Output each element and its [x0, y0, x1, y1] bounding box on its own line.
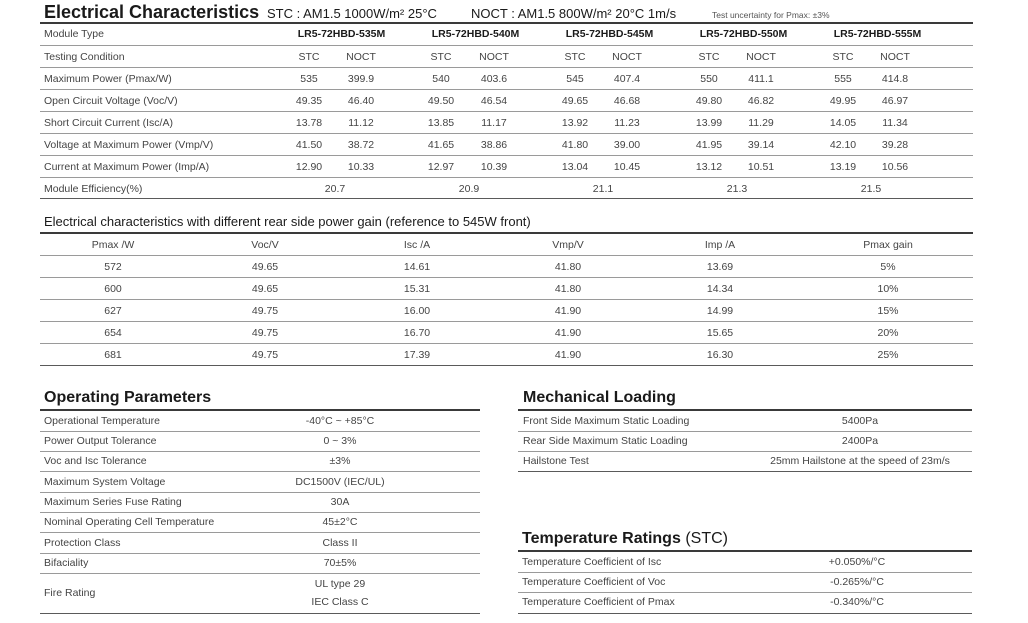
value-cell: 49.95: [829, 95, 857, 107]
param-value: 30A: [330, 496, 350, 508]
value-cell: 41.80: [561, 139, 589, 151]
rear-cell: 681: [104, 349, 122, 361]
row-divider: [40, 155, 973, 156]
row-label: Open Circuit Voltage (Voc/V): [44, 95, 178, 107]
value-cell: 403.6: [480, 73, 508, 85]
noct-header: NOCT: [746, 51, 776, 63]
param-value: UL type 29: [314, 578, 366, 590]
value-cell: 10.39: [480, 161, 508, 173]
param-label: Maximum Series Fuse Rating: [44, 496, 182, 508]
rear-cell: 41.90: [554, 327, 582, 339]
temperature-row: [522, 596, 972, 610]
value-cell: 12.97: [427, 161, 455, 173]
value-cell: 49.50: [427, 95, 455, 107]
param-value: IEC Class C: [311, 596, 369, 608]
electrical-row: [44, 73, 974, 87]
param-value: DC1500V (IEC/UL): [295, 476, 385, 488]
temperature-title-text: Temperature Ratings: [522, 530, 681, 547]
rear-cell: 10%: [877, 283, 899, 295]
value-cell: 46.97: [881, 95, 909, 107]
param-value: -40°C ~ +85°C: [305, 415, 375, 427]
model-name: LR5-72HBD-540M: [431, 28, 520, 40]
value-cell: 49.80: [695, 95, 723, 107]
rear-cell: 41.90: [554, 349, 582, 361]
rear-cell: 16.30: [706, 349, 734, 361]
model-name: LR5-72HBD-545M: [565, 28, 654, 40]
electrical-row: [44, 161, 974, 175]
testing-condition-label: Testing Condition: [44, 51, 125, 63]
param-value: Class II: [322, 537, 358, 549]
stc-header: STC: [564, 51, 586, 63]
value-cell: 41.50: [295, 139, 323, 151]
efficiency-cell: 21.5: [860, 183, 882, 195]
row-label: Current at Maximum Power (Imp/A): [44, 161, 210, 173]
value-cell: 414.8: [881, 73, 909, 85]
row-divider: [518, 471, 972, 472]
value-cell: 49.35: [295, 95, 323, 107]
value-cell: 41.95: [695, 139, 723, 151]
value-cell: 41.65: [427, 139, 455, 151]
value-cell: 399.9: [347, 73, 375, 85]
rear-gain-title: Electrical characteristics with different rear side power gain (reference to 545W front): [44, 214, 531, 229]
param-value: 70±5%: [323, 557, 357, 569]
temperature-value: -0.340%/°C: [830, 596, 884, 608]
value-cell: 407.4: [613, 73, 641, 85]
noct-header: NOCT: [479, 51, 509, 63]
rear-cell: 572: [104, 261, 122, 273]
mechanical-top-rule: [518, 409, 972, 411]
row-label: Voltage at Maximum Power (Vmp/V): [44, 139, 214, 151]
row-divider: [40, 89, 973, 90]
rear-header-cell: Pmax gain: [863, 239, 913, 251]
rear-cell: 41.90: [554, 305, 582, 317]
rear-cell: 49.75: [251, 349, 279, 361]
value-cell: 545: [566, 73, 584, 85]
param-label: Bifaciality: [44, 557, 89, 569]
row-divider: [518, 613, 972, 614]
rear-cell: 49.75: [251, 327, 279, 339]
rear-cell: 627: [104, 305, 122, 317]
stc-header: STC: [298, 51, 320, 63]
row-divider: [40, 553, 480, 554]
param-value: 45±2°C: [322, 516, 358, 528]
temperature-value: -0.265%/°C: [830, 576, 884, 588]
value-cell: 11.12: [348, 117, 374, 129]
rear-cell: 15.65: [706, 327, 734, 339]
test-uncertainty-note: Test uncertainty for Pmax: ±3%: [712, 10, 830, 20]
testing-condition-row: [44, 51, 974, 65]
row-divider: [40, 198, 973, 199]
operating-title: Operating Parameters: [44, 389, 212, 406]
noct-condition: NOCT : AM1.5 800W/m² 20°C 1m/s: [471, 6, 677, 21]
rear-cell: 49.65: [251, 283, 279, 295]
rear-top-rule: [40, 232, 973, 234]
stc-header: STC: [832, 51, 854, 63]
row-divider: [40, 45, 973, 46]
noct-header: NOCT: [880, 51, 910, 63]
value-cell: 13.85: [427, 117, 455, 129]
row-label: Short Circuit Current (Isc/A): [44, 117, 173, 129]
value-cell: 540: [432, 73, 450, 85]
electrical-title: Electrical Characteristics: [44, 2, 260, 22]
rear-header-cell: Imp /A: [704, 239, 736, 251]
param-label: Fire Rating: [44, 587, 96, 599]
electrical-top-rule: [40, 22, 973, 24]
rear-cell: 15.31: [403, 283, 431, 295]
mechanical-label: Hailstone Test: [523, 455, 589, 467]
rear-cell: 14.34: [706, 283, 734, 295]
rear-cell: 41.80: [554, 283, 582, 295]
row-divider: [518, 431, 972, 432]
rear-cell: 20%: [877, 327, 899, 339]
value-cell: 46.40: [347, 95, 375, 107]
value-cell: 14.05: [829, 117, 857, 129]
rear-cell: 16.70: [403, 327, 431, 339]
stc-condition: STC : AM1.5 1000W/m² 25°C: [267, 6, 437, 21]
electrical-row: [44, 117, 974, 131]
row-divider: [40, 133, 973, 134]
value-cell: 13.04: [561, 161, 589, 173]
row-divider: [40, 321, 973, 322]
rear-header-cell: Pmax /W: [91, 239, 135, 251]
value-cell: 13.78: [295, 117, 323, 129]
model-name: LR5-72HBD-535M: [297, 28, 386, 40]
value-cell: 49.65: [561, 95, 589, 107]
row-label: Maximum Power (Pmax/W): [44, 73, 172, 85]
rear-cell: 600: [104, 283, 122, 295]
row-divider: [40, 365, 973, 366]
rear-header-cell: Vmp/V: [552, 239, 584, 251]
row-divider: [40, 512, 480, 513]
efficiency-cell: 20.9: [458, 183, 480, 195]
row-divider: [40, 67, 973, 68]
param-label: Voc and Isc Tolerance: [44, 455, 147, 467]
electrical-row: [44, 139, 974, 153]
temperature-row: [522, 556, 972, 570]
operating-row: [44, 496, 480, 510]
param-label: Nominal Operating Cell Temperature: [44, 516, 215, 528]
value-cell: 11.17: [481, 117, 507, 129]
value-cell: 13.12: [695, 161, 723, 173]
value-cell: 10.56: [881, 161, 909, 173]
temperature-row: [522, 576, 972, 590]
module-type-row: [44, 28, 974, 42]
operating-row: [44, 516, 480, 530]
operating-row: [44, 455, 480, 469]
rear-row: [40, 327, 973, 341]
rear-header-cell: Isc /A: [403, 239, 431, 251]
row-divider: [40, 431, 480, 432]
row-divider: [518, 451, 972, 452]
mechanical-row: [523, 435, 973, 449]
rear-row: [40, 283, 973, 297]
row-divider: [518, 592, 972, 593]
rear-cell: 25%: [877, 349, 899, 361]
value-cell: 38.72: [347, 139, 375, 151]
mechanical-row: [523, 455, 973, 469]
row-label: Module Efficiency(%): [44, 183, 143, 195]
temperature-label: Temperature Coefficient of Isc: [522, 556, 662, 568]
mechanical-label: Rear Side Maximum Static Loading: [523, 435, 688, 447]
value-cell: 411.1: [748, 73, 774, 85]
fire-rating-row: [44, 578, 480, 612]
value-cell: 13.92: [561, 117, 589, 129]
mechanical-title: Mechanical Loading: [523, 389, 676, 406]
operating-row: [44, 476, 480, 490]
row-divider: [40, 471, 480, 472]
rear-row: [40, 261, 973, 275]
rear-cell: 14.61: [403, 261, 431, 273]
value-cell: 13.99: [695, 117, 723, 129]
rear-row: [40, 305, 973, 319]
value-cell: 39.14: [747, 139, 775, 151]
efficiency-cell: 21.1: [592, 183, 614, 195]
row-divider: [40, 255, 973, 256]
row-divider: [40, 111, 973, 112]
param-label: Operational Temperature: [44, 415, 160, 427]
mechanical-row: [523, 415, 973, 429]
rear-cell: 13.69: [706, 261, 734, 273]
temperature-top-rule: [518, 550, 972, 552]
row-divider: [40, 573, 480, 574]
value-cell: 10.51: [747, 161, 775, 173]
value-cell: 39.28: [881, 139, 909, 151]
param-value: 0 ~ 3%: [323, 435, 357, 447]
rear-header-row: [40, 239, 973, 253]
mechanical-value: 25mm Hailstone at the speed of 23m/s: [770, 455, 950, 467]
model-name: LR5-72HBD-555M: [833, 28, 922, 40]
rear-cell: 41.80: [554, 261, 582, 273]
param-value: ±3%: [329, 455, 351, 467]
value-cell: 42.10: [829, 139, 857, 151]
row-divider: [40, 277, 973, 278]
rear-row: [40, 349, 973, 363]
value-cell: 10.45: [613, 161, 641, 173]
rear-cell: 17.39: [403, 349, 431, 361]
value-cell: 11.34: [882, 117, 908, 129]
operating-top-rule: [40, 409, 480, 411]
rear-cell: 49.65: [251, 261, 279, 273]
rear-cell: 14.99: [706, 305, 734, 317]
rear-cell: 49.75: [251, 305, 279, 317]
row-divider: [40, 177, 973, 178]
noct-header: NOCT: [612, 51, 642, 63]
param-label: Maximum System Voltage: [44, 476, 166, 488]
value-cell: 13.19: [829, 161, 857, 173]
temperature-title-suffix: (STC): [685, 530, 728, 547]
mechanical-label: Front Side Maximum Static Loading: [523, 415, 690, 427]
rear-cell: 16.00: [403, 305, 431, 317]
value-cell: 46.68: [613, 95, 641, 107]
operating-row: [44, 557, 480, 571]
rear-cell: 15%: [877, 305, 899, 317]
param-label: Protection Class: [44, 537, 121, 549]
value-cell: 12.90: [295, 161, 323, 173]
temperature-value: +0.050%/°C: [828, 556, 886, 568]
temperature-label: Temperature Coefficient of Voc: [522, 576, 666, 588]
model-name: LR5-72HBD-550M: [699, 28, 788, 40]
stc-header: STC: [430, 51, 452, 63]
rear-cell: 5%: [880, 261, 896, 273]
value-cell: 10.33: [347, 161, 375, 173]
value-cell: 38.86: [480, 139, 508, 151]
mechanical-value: 2400Pa: [841, 435, 879, 447]
row-divider: [518, 572, 972, 573]
row-divider: [40, 492, 480, 493]
module-efficiency-row: [44, 183, 974, 197]
value-cell: 535: [300, 73, 318, 85]
efficiency-cell: 20.7: [324, 183, 346, 195]
value-cell: 550: [700, 73, 718, 85]
module-type-label: Module Type: [44, 28, 104, 40]
value-cell: 46.54: [480, 95, 508, 107]
rear-header-cell: Voc/V: [251, 239, 279, 251]
row-divider: [40, 532, 480, 533]
operating-row: [44, 435, 480, 449]
stc-header: STC: [698, 51, 720, 63]
temperature-title: [522, 530, 728, 548]
mechanical-value: 5400Pa: [841, 415, 879, 427]
value-cell: 555: [834, 73, 852, 85]
row-divider: [40, 299, 973, 300]
operating-row: [44, 537, 480, 551]
value-cell: 39.00: [613, 139, 641, 151]
value-cell: 11.23: [614, 117, 640, 129]
row-divider: [40, 343, 973, 344]
operating-row: [44, 415, 480, 429]
electrical-row: [44, 95, 974, 109]
noct-header: NOCT: [346, 51, 376, 63]
value-cell: 11.29: [748, 117, 774, 129]
row-divider: [40, 451, 480, 452]
efficiency-cell: 21.3: [726, 183, 748, 195]
value-cell: 46.82: [747, 95, 775, 107]
rear-cell: 654: [104, 327, 122, 339]
temperature-label: Temperature Coefficient of Pmax: [522, 596, 675, 608]
row-divider: [40, 613, 480, 614]
param-label: Power Output Tolerance: [44, 435, 157, 447]
